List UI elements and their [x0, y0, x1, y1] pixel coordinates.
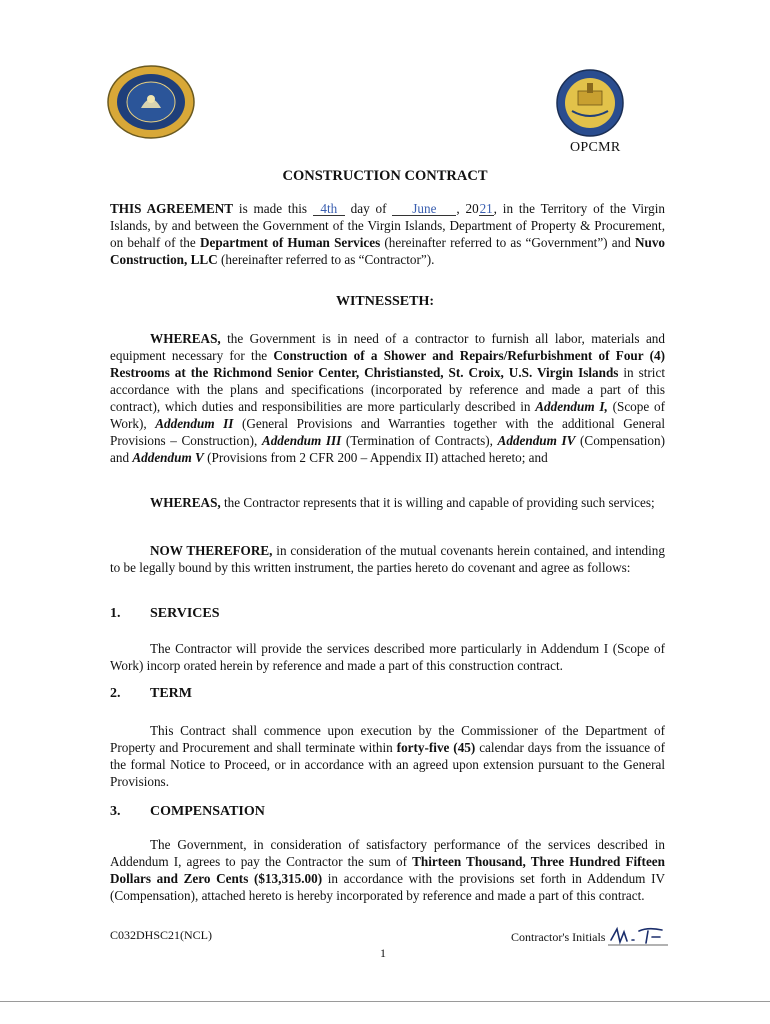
government-seal-icon: [106, 64, 196, 140]
section-title: TERM: [150, 686, 192, 701]
section-number: 3.: [110, 804, 121, 819]
page-number: 1: [380, 946, 386, 960]
now-therefore-lead: NOW THEREFORE,: [150, 543, 273, 558]
agreement-text: , in the Territory of the Virgin Islands, by and between the Government of the Virgin Islands, Department of Property & Procurement, on behalf of the: [110, 201, 665, 250]
section-title: SERVICES: [150, 606, 220, 621]
agreement-text: day of: [344, 201, 393, 216]
whereas-text: (Scope of Work),: [110, 399, 665, 431]
section-heading-term: [110, 686, 192, 702]
agreement-paragraph: [110, 200, 665, 268]
month-field: June: [392, 202, 456, 216]
project-description: Construction of a Shower and Repairs/Refurbishment of Four (4) Restrooms at the Richmond Senior Center, Christiansted, St. Croix, U.S. Virgin Islands: [110, 348, 665, 380]
whereas-paragraph-1: [110, 330, 665, 466]
agreement-lead: THIS AGREEMENT: [110, 201, 234, 216]
year-field: 21: [479, 201, 493, 216]
department-name: Department of Human Services: [199, 235, 381, 250]
term-duration: forty-five (45): [396, 740, 476, 755]
document-title: CONSTRUCTION CONTRACT: [282, 168, 488, 184]
section-text: calendar days from the issuance of the formal Notice to Proceed, or in accordance with an agreed upon extension pursuant to the General Provisions.: [110, 740, 665, 789]
section-text: This Contract shall commence upon execution by the Commissioner of the Department of Property and Procurement and shall terminate within: [110, 723, 665, 755]
section-heading-services: [110, 606, 220, 622]
whereas-text: the Contractor represents that it is willing and capable of providing such services;: [220, 495, 655, 510]
section-number: 2.: [110, 686, 121, 701]
page-edge-line: [0, 1001, 770, 1002]
agreement-text: (hereinafter referred to as “Contractor”).: [217, 252, 435, 267]
agreement-text: (hereinafter referred to as “Government”) and: [380, 235, 635, 250]
contractor-initials: [511, 925, 668, 947]
agreement-text: , 20: [456, 201, 479, 216]
whereas-lead: WHEREAS,: [150, 331, 221, 346]
whereas-text: (Compensation) and: [110, 433, 665, 465]
section-number: 1.: [110, 606, 121, 621]
addendum-1: Addendum I,: [535, 399, 608, 414]
initials-label: Contractor's Initials: [511, 930, 606, 944]
section-body-services: The Contractor will provide the services described more particularly in Addendum I (Scope of Work) incorp orated herein by reference and made a part of this construction contract.: [110, 641, 665, 673]
witnesseth-heading: WITNESSETH:: [335, 294, 435, 309]
whereas-lead: WHEREAS,: [150, 495, 221, 510]
now-therefore-text: in consideration of the mutual covenants herein contained, and intending to be legally bound by this written instrument, the parties hereto do covenant and agree as follows:: [110, 543, 665, 575]
addendum-5: Addendum V: [132, 450, 204, 465]
contractor-name: Nuvo Construction, LLC: [110, 235, 666, 267]
section-text: The Government, in consideration of satisfactory performance of the services described in Addendum I, agrees to pay the Contractor the sum of: [110, 837, 665, 869]
section-body-term: [110, 722, 665, 790]
addendum-3: Addendum III: [261, 433, 342, 448]
opcmr-seal-icon: [556, 67, 624, 139]
section-title: COMPENSATION: [150, 804, 265, 819]
seal-caption: OPCMR: [570, 140, 621, 155]
section-text: in accordance with the provisions set forth in Addendum IV (Compensation), attached hereto is hereby incorporated by reference and made a part of this contract.: [110, 871, 665, 903]
whereas-text: the Government is in need of a contractor to furnish all labor, materials and equipment necessary for the: [110, 331, 665, 363]
initials-signature-icon: [608, 925, 668, 947]
addendum-2: Addendum II: [155, 416, 234, 431]
contract-amount: Thirteen Thousand, Three Hundred Fifteen Dollars and Zero Cents ($13,315.00): [110, 854, 665, 886]
whereas-text: (Termination of Contracts),: [341, 433, 498, 448]
section-body-compensation: [110, 836, 665, 904]
section-heading-compensation: [110, 804, 265, 820]
day-field: 4th: [313, 202, 345, 216]
agreement-text: is made this: [233, 201, 313, 216]
whereas-text: (Provisions from 2 CFR 200 – Appendix II) attached hereto; and: [203, 450, 548, 465]
whereas-paragraph-2: [110, 494, 665, 511]
document-code: C032DHSC21(NCL): [110, 928, 213, 942]
now-therefore-paragraph: [110, 542, 665, 576]
whereas-text: in strict accordance with the plans and specifications (incorporated by reference and made a part of this contract), which duties and responsibilities are more particularly described in: [110, 365, 665, 414]
whereas-text: (General Provisions and Warranties together with the additional General Provisions – Construction),: [110, 416, 665, 448]
addendum-4: Addendum IV: [497, 433, 576, 448]
